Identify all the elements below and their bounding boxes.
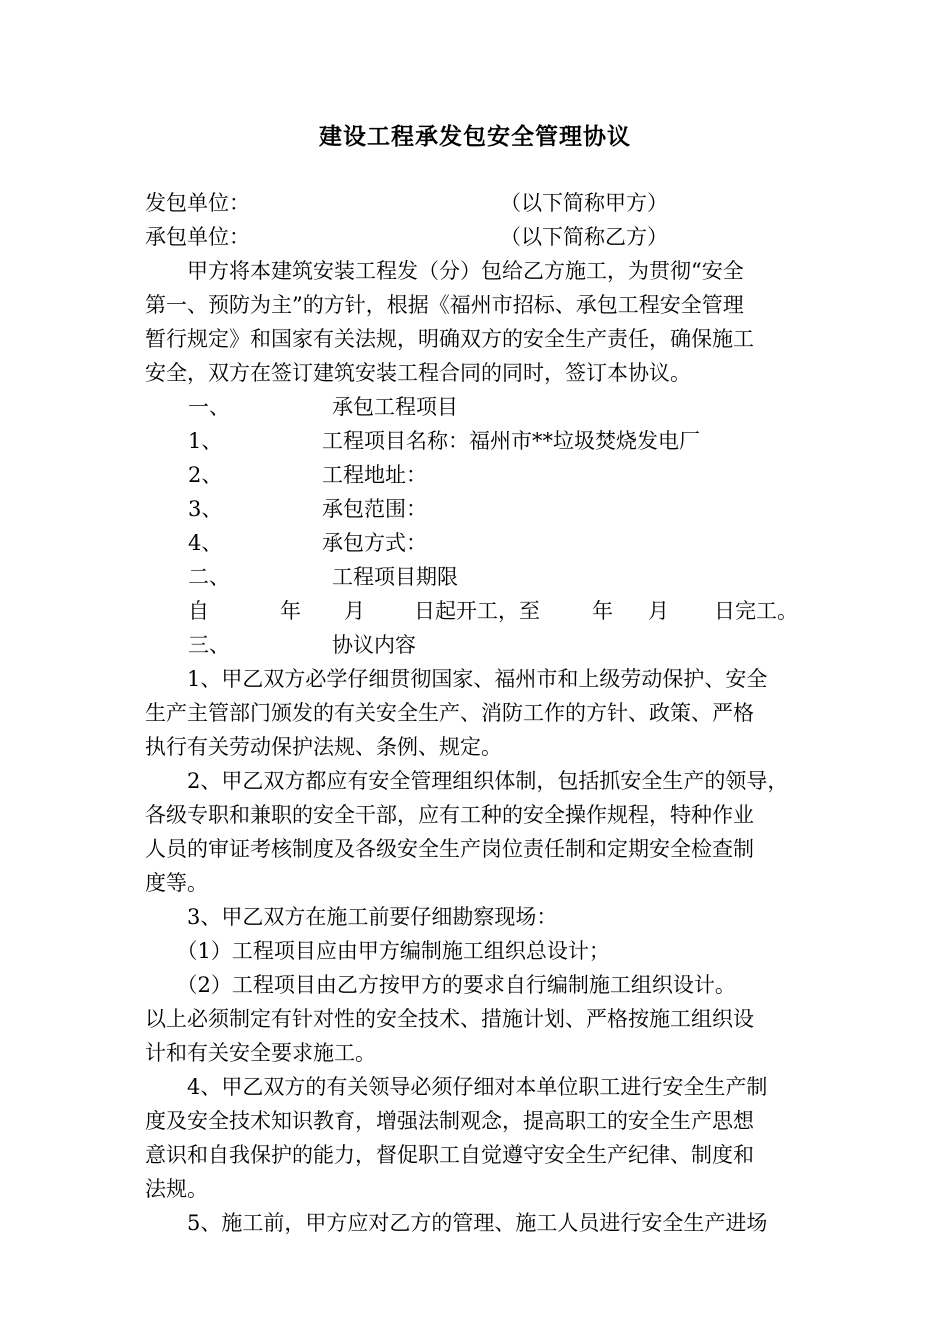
period-month: 月 <box>344 599 365 623</box>
section-number: 一、 <box>188 395 230 419</box>
item-number: 1、 <box>188 429 223 453</box>
body-line: 1、甲乙双方必学仔细贯彻国家、福州市和上级劳动保护、安全 <box>145 667 768 691</box>
section-number: 二、 <box>188 565 230 589</box>
section-heading: 协议内容 <box>332 633 416 657</box>
body-line: 4、甲乙双方的有关领导必须仔细对本单位职工进行安全生产制 <box>145 1075 768 1099</box>
body-line: （2）工程项目由乙方按甲方的要求自行编制施工组织设计。 <box>145 973 736 997</box>
item-number: 3、 <box>188 497 223 521</box>
body-line: 法规。 <box>145 1177 208 1201</box>
item-text: 承包范围： <box>322 497 427 521</box>
body-line: 2、甲乙双方都应有安全管理组织体制，包括抓安全生产的领导， <box>145 769 789 793</box>
intro-line: 安全，双方在签订建筑安装工程合同的同时，签订本协议。 <box>145 361 691 385</box>
item-text: 承包方式： <box>322 531 427 555</box>
body-line: 执行有关劳动保护法规、条例、规定。 <box>145 735 502 759</box>
section-number: 三、 <box>188 633 230 657</box>
body-line: 以上必须制定有针对性的安全技术、措施计划、严格按施工组织设 <box>145 1007 754 1031</box>
period-end: 日完工。 <box>714 599 798 623</box>
body-line: 度及安全技术知识教育，增强法制观念，提高职工的安全生产思想 <box>145 1109 754 1133</box>
body-line: 计和有关安全要求施工。 <box>145 1041 376 1065</box>
contractor-note: （以下简称乙方） <box>500 225 668 249</box>
intro-line: 暂行规定》和国家有关法规，明确双方的安全生产责任，确保施工 <box>145 327 754 351</box>
document-title: 建设工程承发包安全管理协议 <box>319 123 631 150</box>
employer-note: （以下简称甲方） <box>500 191 668 215</box>
period-from: 自 <box>188 599 209 623</box>
body-line: 5、施工前，甲方应对乙方的管理、施工人员进行安全生产进场 <box>145 1211 768 1235</box>
section-heading: 工程项目期限 <box>332 565 458 589</box>
intro-line: 第一、预防为主”的方针，根据《福州市招标、承包工程安全管理 <box>145 293 744 317</box>
body-line: （1）工程项目应由甲方编制施工组织总设计； <box>145 939 610 963</box>
employer-label: 发包单位： <box>145 191 250 215</box>
period-year: 年 <box>280 599 301 623</box>
body-line: 各级专职和兼职的安全干部，应有工种的安全操作规程，特种作业 <box>145 803 754 827</box>
period-year: 年 <box>592 599 613 623</box>
body-line: 意识和自我保护的能力，督促职工自觉遵守安全生产纪律、制度和 <box>145 1143 754 1167</box>
period-month: 月 <box>648 599 669 623</box>
item-number: 2、 <box>188 463 223 487</box>
period-start: 日起开工，至 <box>414 599 540 623</box>
section-heading: 承包工程项目 <box>332 395 458 419</box>
body-line: 度等。 <box>145 871 208 895</box>
item-text: 工程地址： <box>322 463 427 487</box>
body-line: 3、甲乙双方在施工前要仔细勘察现场： <box>145 905 558 929</box>
body-line: 人员的审证考核制度及各级安全生产岗位责任制和定期安全检查制 <box>145 837 754 861</box>
contractor-label: 承包单位： <box>145 225 250 249</box>
body-line: 生产主管部门颁发的有关安全生产、消防工作的方针、政策、严格 <box>145 701 754 725</box>
item-text: 工程项目名称：福州市**垃圾焚烧发电厂 <box>322 429 700 453</box>
intro-line: 甲方将本建筑安装工程发（分）包给乙方施工，为贯彻“安全 <box>145 259 744 283</box>
item-number: 4、 <box>188 531 223 555</box>
